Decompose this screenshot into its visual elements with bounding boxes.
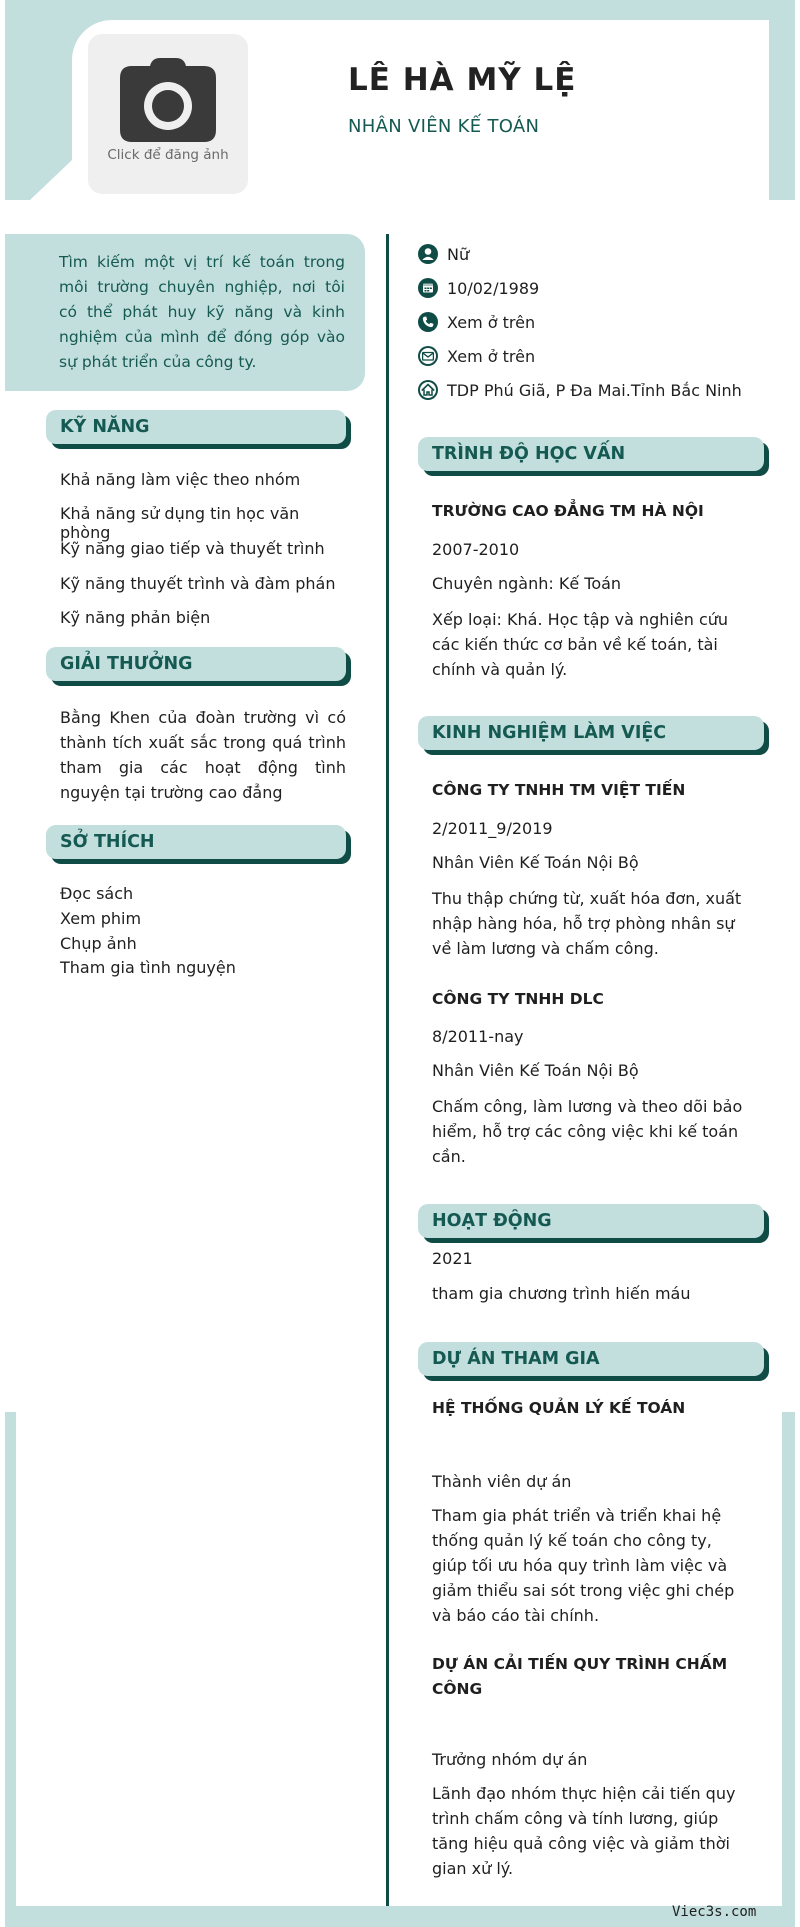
activities-heading: HOẠT ĐỘNG [418, 1204, 764, 1238]
experience-heading: KINH NGHIỆM LÀM VIỆC [418, 716, 764, 750]
hobby-item: Đọc sách [60, 884, 134, 903]
skill-item: Kỹ năng giao tiếp và thuyết trình [60, 539, 325, 558]
skill-item: Kỹ năng phản biện [60, 608, 211, 627]
birthday-value: 10/02/1989 [447, 279, 540, 298]
job-description: Thu thập chứng từ, xuất hóa đơn, xuất nhập hàng hóa, hỗ trợ phòng nhân sự về làm lương và chấm công. [432, 889, 742, 958]
gender-value: Nữ [447, 245, 470, 264]
home-icon [418, 380, 438, 400]
candidate-job-title: NHÂN VIÊN KẾ TOÁN [348, 116, 540, 137]
job-position: Nhân Viên Kế Toán Nội Bộ [432, 1061, 639, 1080]
job-period: 2/2011_9/2019 [432, 819, 553, 838]
photo-upload-label: Click để đăng ảnh [107, 147, 229, 163]
job-company: CÔNG TY TNHH DLC [432, 990, 604, 1008]
header-notch [30, 160, 72, 200]
projects-heading: DỰ ÁN THAM GIA [418, 1342, 764, 1376]
skill-item: Khả năng làm việc theo nhóm [60, 470, 301, 489]
skill-item: Khả năng sử dụng tin học văn phòng [60, 504, 300, 542]
project-description: Tham gia phát triển và triển khai hệ thống quản lý kế toán cho công ty, giúp tối ưu hóa quy trình làm việc và giảm thiểu sai sót trong việc ghi chép và báo cáo tài chính. [432, 1506, 735, 1625]
person-icon [418, 244, 438, 264]
career-objective: Tìm kiếm một vị trí kế toán trong môi trường chuyên nghiệp, nơi tôi có thể phát huy kỹ năng và kinh nghiệm của mình để đóng góp vào sự phát triển của công ty. [5, 234, 365, 391]
job-position: Nhân Viên Kế Toán Nội Bộ [432, 853, 639, 872]
camera-icon [120, 58, 216, 142]
education-description: Xếp loại: Khá. Học tập và nghiên cứu các kiến thức cơ bản về kế toán, tài chính và quản lý. [432, 610, 729, 679]
calendar-icon [418, 278, 438, 298]
skill-item: Kỹ năng thuyết trình và đàm phán [60, 574, 336, 593]
hobby-item: Xem phim [60, 909, 142, 928]
project-name: HỆ THỐNG QUẢN LÝ KẾ TOÁN [432, 1399, 686, 1417]
column-divider [386, 234, 389, 1906]
left-border-strip [5, 1412, 16, 1927]
hobby-item: Chụp ảnh [60, 934, 137, 953]
phone-icon [418, 312, 438, 332]
awards-text: Bằng Khen của đoàn trường vì có thành tích xuất sắc trong quá trình tham gia các hoạt động tình nguyện tại trường cao đẳng [60, 708, 346, 802]
right-border-strip [782, 1412, 795, 1927]
project-name: DỰ ÁN CẢI TIẾN QUY TRÌNH CHẤM CÔNG [432, 1655, 728, 1698]
education-major: Chuyên ngành: Kế Toán [432, 574, 622, 593]
hobby-item: Tham gia tình nguyện [60, 958, 236, 977]
education-heading: TRÌNH ĐỘ HỌC VẤN [418, 437, 764, 471]
project-role: Thành viên dự án [432, 1472, 572, 1491]
job-description: Chấm công, làm lương và theo dõi bảo hiểm, hỗ trợ các công việc khi kế toán cần. [432, 1097, 743, 1166]
awards-heading: GIẢI THƯỞNG [46, 647, 346, 681]
candidate-name: LÊ HÀ MỸ LỆ [348, 62, 577, 98]
photo-upload[interactable] [88, 34, 248, 194]
education-school: TRƯỜNG CAO ĐẲNG TM HÀ NỘI [432, 502, 704, 520]
footer-brand: Viec3s.com [672, 1904, 757, 1920]
envelope-icon [418, 346, 438, 366]
phone-value: Xem ở trên [447, 313, 536, 332]
hobbies-heading: SỞ THÍCH [46, 825, 346, 859]
education-period: 2007-2010 [432, 540, 520, 559]
job-company: CÔNG TY TNHH TM VIỆT TIẾN [432, 781, 686, 799]
email-value: Xem ở trên [447, 347, 536, 366]
job-period: 8/2011-nay [432, 1027, 524, 1046]
project-role: Trưởng nhóm dự án [432, 1750, 588, 1769]
address-value: TDP Phú Giã, P Đa Mai.Tỉnh Bắc Ninh [447, 381, 742, 400]
project-description: Lãnh đạo nhóm thực hiện cải tiến quy trình chấm công và tính lương, giúp tăng hiệu quả công việc và giảm thời gian xử lý. [432, 1784, 736, 1878]
skills-heading: KỸ NĂNG [46, 410, 346, 444]
activity-text: tham gia chương trình hiến máu [432, 1284, 691, 1303]
activity-year: 2021 [432, 1249, 473, 1268]
